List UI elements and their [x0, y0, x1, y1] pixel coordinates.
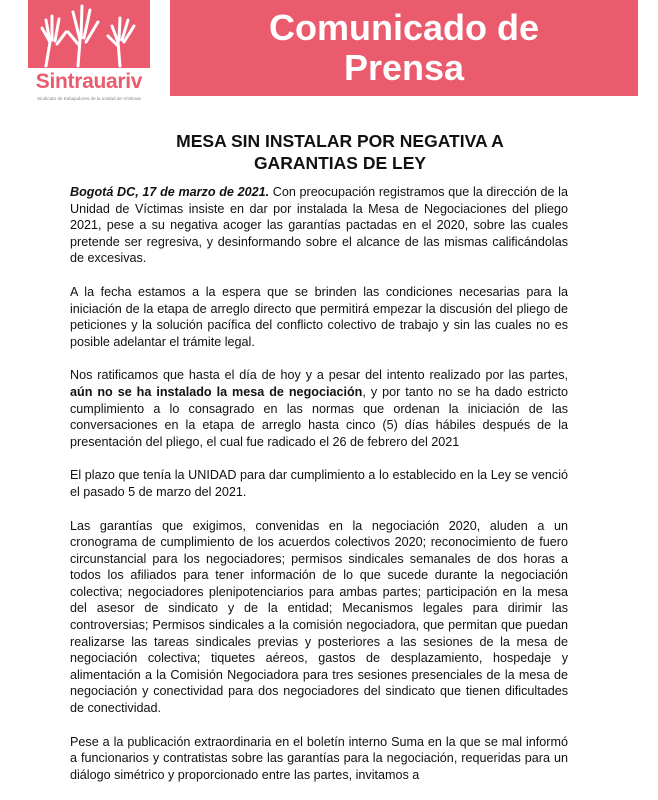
banner-line-1: Comunicado de [268, 7, 540, 48]
paragraph-3-bold: aún no se ha instalado la mesa de negociación [70, 384, 363, 399]
dateline: Bogotá DC, 17 de marzo de 2021. [70, 185, 270, 199]
press-release-banner [170, 0, 638, 96]
title-line-2: GARANTIAS DE LEY [253, 153, 427, 173]
document-title [70, 130, 610, 174]
paragraph-6: Pese a la publicación extraordinaria en el boletín interno Suma en la que se mal informó a funcionarios y contratistas sobre las garantías para la negociación, requeridas para un diálogo simétrico y proporcionado entre las partes, invitamos a [70, 734, 568, 782]
paragraph-2: A la fecha estamos a la espera que se brinden las condiciones necesarias para la iniciación de la etapa de arreglo directo que permitirá empezar la discusión del pliego de peticiones y la solución pacífica del conflicto colectivo de trabajo y sin las cuales no es posible adelantar el trámite legal. [70, 284, 568, 349]
paragraph-1 [70, 184, 568, 267]
paragraph-3-before: Nos ratificamos que hasta el día de hoy y a pesar del intento realizado por las partes, [70, 368, 568, 383]
paragraph-5: Las garantías que exigimos, convenidas en la negociación 2020, aluden a un cronograma de cumplimiento de los acuerdos colectivos 2020; reconocimiento de fuero circunstancial para los negociadores; permisos sindicales semanales de dos horas a todos los afiliados para tener información de lo que sucede durante la negociación colectiva; negociadores plenipotenciarios para ambas partes; participación en la mesa del asesor de sindicato y de la entidad; Mecanismos legales para dirimir las controversias; Permisos sindicales a la comisión negociadora, que permitan que puedan realizarse las tareas sindicales previas y posteriores a las sesiones de la mesa de negociación colectiva; tiquetes aéreos, gastos de desplazamiento, hospedaje y alimentación a la Comisión Negociadora para tres sesiones presenciales de la mesa de negociación y conectividad para dos negociadores del sindicato que tienen dificultades de conectividad. [70, 518, 568, 716]
paragraph-4: El plazo que tenía la UNIDAD para dar cumplimiento a lo establecido en la Ley se venció el pasado 5 de marzo del 2021. [70, 468, 568, 499]
raised-hands-icon [28, 0, 150, 68]
sintrauariv-logo [28, 0, 150, 110]
logo-tagline: Sindicato de trabajadores de la unidad de Víctimas [37, 96, 141, 101]
document-body [70, 184, 568, 800]
banner-line-2: Prensa [343, 47, 465, 88]
paragraph-3-after: , y por tanto no se ha dado estricto cumplimiento a lo consagrado en las normas que ordenan la iniciación de las conversaciones en la etapa de arreglo hasta cinco (5) días hábiles después de la presentación del pliego, el cual fue radicado el 26 de febrero del 2021 [70, 384, 568, 449]
logo-name: Sintrauariv [35, 70, 143, 93]
paragraph-1-text: Con preocupación registramos que la dirección de la Unidad de Víctimas insiste en dar por instalada la Mesa de Negociaciones del pliego 2021, pese a su negativa acoger las garantías pactadas en el 2020, sobre las cuales pretende ser regresiva, y desinformando sobre el alcance de las mismas calificándolas de excesivas. [70, 185, 568, 266]
paragraph-3 [70, 367, 568, 450]
title-line-1: MESA SIN INSTALAR POR NEGATIVA A [176, 131, 504, 151]
